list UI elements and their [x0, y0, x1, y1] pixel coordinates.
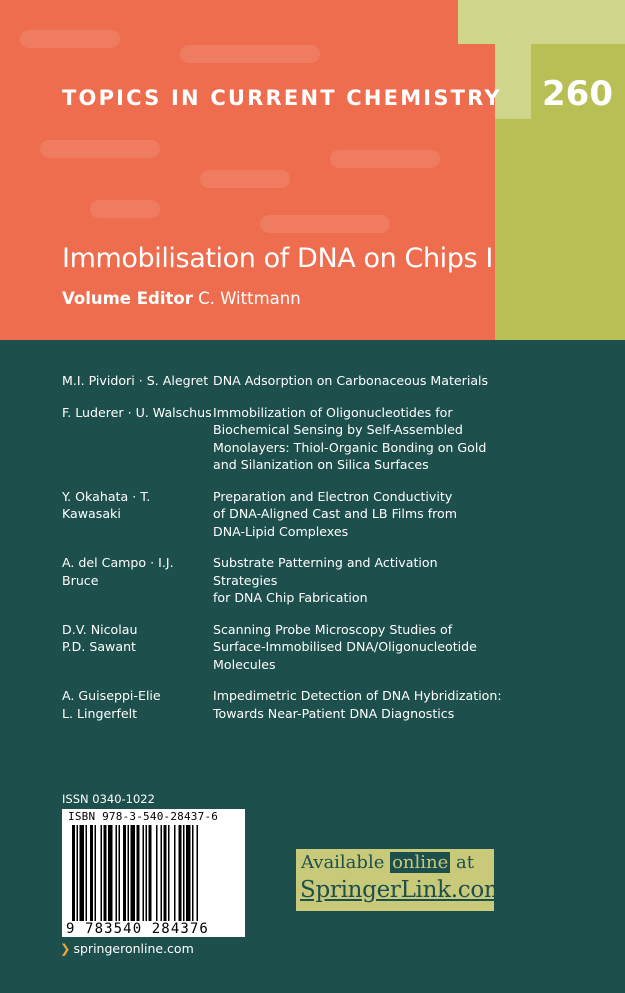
- toc-entry: [62, 554, 502, 607]
- decorative-streak: [200, 170, 290, 188]
- toc-entry: [62, 372, 502, 390]
- toc-authors: [62, 404, 213, 474]
- author-line: L. Lingerfelt: [62, 705, 138, 721]
- title-line: Substrate Patterning and Activation Strategies: [213, 555, 438, 588]
- title-line: Impedimetric Detection of DNA Hybridization:: [213, 688, 502, 703]
- title-line: Scanning Probe Microscopy Studies of: [213, 621, 453, 637]
- author-line: F. Luderer · U. Walschus: [62, 404, 212, 420]
- author-line: A. del Campo · I.J. Bruce: [62, 555, 174, 588]
- title-line: and Silanization on Silica Surfaces: [213, 457, 429, 472]
- barcode-bar: [146, 825, 148, 921]
- toc-authors: [62, 554, 213, 607]
- barcode-bar: [161, 825, 163, 921]
- barcode-bars: [70, 825, 237, 921]
- toc-authors: [62, 621, 213, 674]
- barcode-bar: [149, 825, 152, 921]
- title-line: of DNA-Aligned Cast and LB Films from: [213, 506, 458, 521]
- side-light-block: [458, 0, 625, 44]
- author-line: D.V. Nicolau: [62, 621, 138, 637]
- barcode-bar: [131, 825, 136, 921]
- barcode-bar: [119, 825, 121, 921]
- barcode-bar: [168, 825, 170, 921]
- isbn-text: ISBN 978-3-540-28437-6: [68, 810, 219, 823]
- springerlink-link[interactable]: SpringerLink.com: [300, 877, 506, 903]
- barcode-bar: [137, 825, 140, 921]
- toc-chapter-title: [213, 488, 502, 541]
- barcode-bar: [183, 825, 185, 921]
- barcode-bar: [174, 825, 176, 921]
- available-prefix: Available: [301, 852, 391, 873]
- author-line: A. Guiseppi-Elie: [62, 688, 161, 703]
- decorative-streak: [90, 200, 160, 218]
- barcode-bar: [80, 825, 85, 921]
- available-suffix: at: [450, 852, 474, 873]
- toc-entry: [62, 621, 502, 674]
- author-line: M.I. Pividori · S. Alegret: [62, 373, 209, 388]
- volume-editor-label: Volume Editor: [62, 289, 193, 308]
- title-line: Surface-Immobilised DNA/Oligonucleotide: [213, 639, 477, 654]
- issn: ISSN 0340-1022: [62, 792, 155, 806]
- barcode-bar: [192, 825, 194, 921]
- title-line: Monolayers: Thiol-Organic Bonding on Gold: [213, 439, 487, 455]
- barcode-bar: [77, 825, 79, 921]
- volume-editor: [62, 289, 301, 308]
- barcode-digits: 9 783540 284376: [66, 921, 209, 937]
- barcode-bar: [164, 825, 167, 921]
- barcode-bar: [104, 825, 107, 921]
- toc-entry: [62, 404, 502, 474]
- barcode-bar: [123, 825, 126, 921]
- isbn-barcode: [62, 809, 245, 937]
- publisher-website[interactable]: [60, 941, 194, 956]
- title-line: for DNA Chip Fabrication: [213, 590, 368, 605]
- title-line: DNA-Lipid Complexes: [213, 523, 349, 539]
- barcode-bar: [143, 825, 145, 921]
- toc-entry: [62, 687, 502, 722]
- title-line: Biochemical Sensing by Self-Assembled: [213, 422, 463, 437]
- online-highlight: online: [392, 852, 449, 873]
- title-line: Immobilization of Oligonucleotides for: [213, 404, 453, 420]
- barcode-bar: [72, 825, 75, 921]
- decorative-streak: [260, 215, 390, 233]
- toc-chapter-title: [213, 554, 502, 607]
- chevron-right-icon: ❯: [60, 941, 71, 956]
- barcode-bar: [116, 825, 118, 921]
- barcode-bar: [128, 825, 130, 921]
- available-online-text: [301, 852, 474, 873]
- barcode-bar: [186, 825, 191, 921]
- decorative-streak: [180, 45, 320, 63]
- barcode-bar: [101, 825, 103, 921]
- toc-authors: [62, 372, 213, 390]
- toc-chapter-title: [213, 687, 502, 722]
- toc-authors: [62, 488, 213, 541]
- barcode-bar: [156, 825, 158, 921]
- toc-chapter-title: [213, 372, 502, 390]
- title-line: DNA Adsorption on Carbonaceous Materials: [213, 373, 489, 388]
- book-title: Immobilisation of DNA on Chips I: [62, 243, 493, 274]
- publisher-url: springeronline.com: [73, 941, 194, 956]
- barcode-bar: [197, 825, 199, 921]
- toc-chapter-title: [213, 404, 502, 474]
- decorative-streak: [40, 140, 160, 158]
- barcode-bar: [108, 825, 113, 921]
- table-of-contents: [62, 372, 502, 736]
- title-line: Towards Near-Patient DNA Diagnostics: [213, 705, 455, 721]
- series-title: TOPICS IN CURRENT CHEMISTRY: [62, 86, 502, 110]
- decorative-streak: [20, 30, 120, 48]
- barcode-bar: [95, 825, 97, 921]
- volume-editor-name: C. Wittmann: [198, 289, 301, 308]
- decorative-streak: [330, 150, 440, 168]
- volume-number: 260: [542, 74, 613, 114]
- barcode-bar: [90, 825, 93, 921]
- author-line: Y. Okahata · T. Kawasaki: [62, 488, 151, 521]
- toc-authors: [62, 687, 213, 722]
- springerlink-badge[interactable]: [296, 849, 506, 911]
- barcode-bar: [86, 825, 88, 921]
- barcode-bar: [179, 825, 182, 921]
- author-line: P.D. Sawant: [62, 639, 136, 654]
- title-line: Molecules: [213, 656, 276, 672]
- title-line: Preparation and Electron Conductivity: [213, 488, 453, 504]
- toc-chapter-title: [213, 621, 502, 674]
- toc-entry: [62, 488, 502, 541]
